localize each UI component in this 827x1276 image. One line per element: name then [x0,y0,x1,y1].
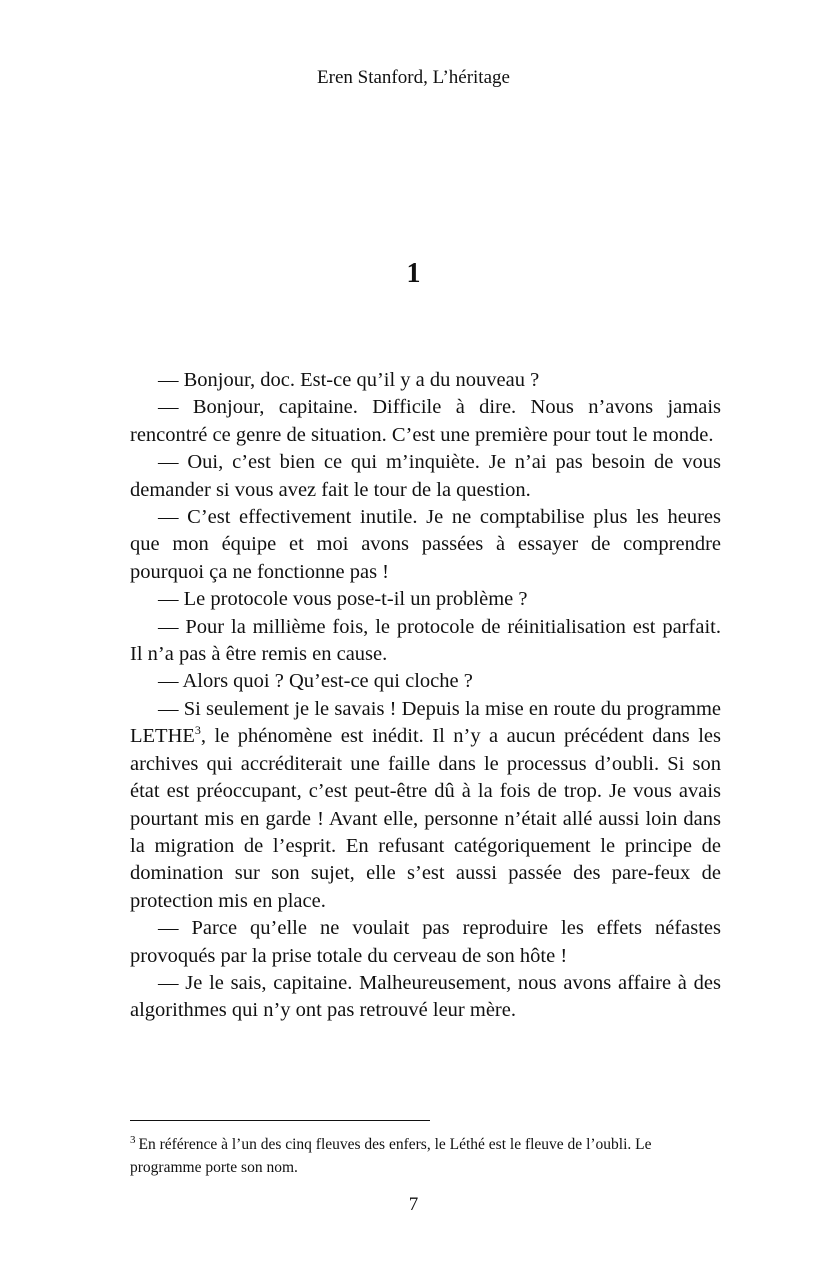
dialogue-paragraph: — Bonjour, doc. Est-ce qu’il y a du nouveau ? [158,369,540,391]
paragraph-text-before-ref: — Si seulement je le savais ! Depuis la mise en route du programme LETHE [130,697,721,748]
footnote-number: 3 [130,1133,136,1146]
dialogue-paragraph: — Oui, c’est bien ce qui m’inquiète. Je n’ai pas besoin de vous demander si vous avez fait le tour de la question. [130,451,721,501]
footnote [130,1133,721,1179]
footnote-separator [130,1120,430,1121]
dialogue-paragraph: — Le protocole vous pose-t-il un problème ? [158,588,528,611]
footnote-text: En référence à l’un des cinq fleuves des enfers, le Léthé est le fleuve de l’oubli. Le programme porte son nom. [130,1136,652,1176]
dialogue-paragraph: — C’est effectivement inutile. Je ne comptabilise plus les heures que mon équipe et moi avons passées à essayer de comprendre pourquoi ça ne fonctionne pas ! [130,506,721,583]
dialogue-paragraph-with-footnote [130,696,721,915]
dialogue-paragraph: — Parce qu’elle ne voulait pas reproduire les effets néfastes provoqués par la prise totale du cerveau de son hôte ! [130,917,721,967]
page-number: 7 [408,1194,419,1215]
chapter-number: 1 [406,258,421,289]
dialogue-paragraph: — Bonjour, capitaine. Difficile à dire. Nous n’avons jamais rencontré ce genre de situation. C’est une première pour tout le monde. [130,396,721,446]
dialogue-paragraph: — Alors quoi ? Qu’est-ce qui cloche ? [158,670,473,693]
dialogue-paragraph: — Pour la millième fois, le protocole de réinitialisation est parfait. Il n’a pas à être remis en cause. [130,615,721,666]
footnote-reference[interactable]: 3 [194,723,201,738]
body-text [130,367,721,1025]
dialogue-paragraph: — Je le sais, capitaine. Malheureusement, nous avons affaire à des algorithmes qui n’y ont pas retrouvé leur mère. [130,971,721,1022]
paragraph-text-after-ref: , le phénomène est inédit. Il n’y a aucun précédent dans les archives qui accréditerait une faille dans le processus d’oubli. Si son état est préoccupant, c’est peut-être dû à la fois de trop. Je vous avais pourtant mis en garde ! Avant elle, personne n’était allé aussi loin dans la migration de l’esprit. En refusant catégoriquement le principe de domination sur son sujet, elle s’est aussi passée des pare-feux de protection mis en place. [130,725,721,912]
running-header: Eren Stanford, L’héritage [317,67,510,88]
